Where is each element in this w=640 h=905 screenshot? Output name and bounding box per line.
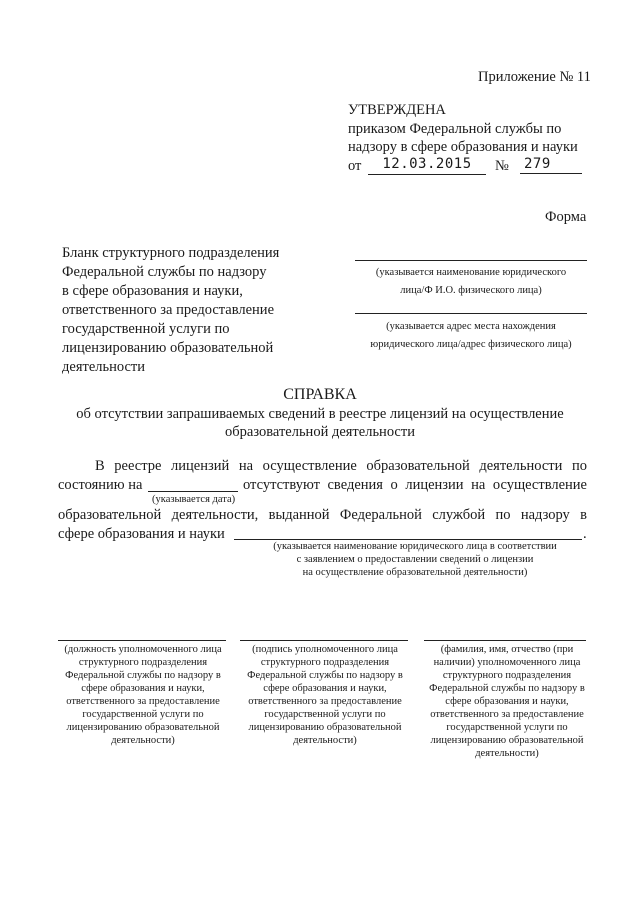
recipient-address-hint-2: юридического лица/адрес физического лица) [370,339,572,350]
recipient-name-hint-2: лица/Ф И.О. физического лица) [400,285,542,296]
signature-hint-line: деятельности) [293,735,357,746]
approved-from-label: от [348,158,362,174]
approved-number: 279 [524,156,551,172]
signature-col-fullname [418,643,596,760]
entity-hint-1: (указывается наименование юридического лица в соответствии [273,541,557,552]
document-subtitle-2: образовательной деятельности [225,424,415,440]
position-hint-line: лицензированию образовательной [66,722,220,733]
position-hint-line: деятельности) [111,735,175,746]
signature-col-signature [234,643,416,747]
signature-hint-line: структурного подразделения [260,657,390,668]
position-hint-line: Федеральной службы по надзору в [65,670,221,681]
body-line-1: В реестре лицензий на осуществление образовательной деятельности по [95,458,587,474]
fullname-hint-line: Федеральной службы по надзору в [429,683,585,694]
fullname-hint-line: деятельности) [475,748,539,759]
position-hint-line: государственной услуги по [82,709,204,720]
signature-hint-line: лицензированию образовательной [248,722,402,733]
approved-line-2: надзору в сфере образования и науки [348,139,578,155]
body-line-4-start: сфере образования и науки [58,526,225,542]
form-label: Форма [545,209,587,225]
blank-header-block [62,244,312,377]
recipient-name-hint-1: (указывается наименование юридического [375,267,567,278]
recipient-address-hint-1: (указывается адрес места нахождения [386,321,556,332]
blank-line: лицензированию образовательной [62,340,274,356]
position-hint-line: (должность уполномоченного лица [64,644,222,655]
blank-line: деятельности [62,359,146,375]
body-line-2-end: отсутствуют сведения о лицензии на осуществление [243,477,587,493]
blank-line: Бланк структурного подразделения [62,245,280,261]
signature-hint-line: Федеральной службы по надзору в [247,670,403,681]
approved-line-1: приказом Федеральной службы по [348,121,562,137]
fullname-hint-line: структурного подразделения [442,670,572,681]
document-subtitle-1: об отсутствии запрашиваемых сведений в реестре лицензий на осуществление [76,406,564,422]
date-blank-line [148,491,238,492]
blank-line: в сфере образования и науки, [62,283,243,299]
body-line-4-end: . [583,526,587,542]
entity-hint-2: с заявлением о предоставлении сведений о лицензии [296,554,534,565]
position-hint-line: структурного подразделения [78,657,208,668]
recipient-address-line [355,313,587,314]
date-hint: (указывается дата) [152,494,236,505]
entity-hint-3: на осуществление образовательной деятельности) [302,567,528,578]
signature-hint-line: (подпись уполномоченного лица [252,644,398,655]
fullname-hint-line: государственной услуги по [446,722,568,733]
approved-date: 12.03.2015 [382,156,472,172]
fullname-hint-line: сфере образования и науки, [445,696,569,707]
fullname-hint-line: лицензированию образовательной [430,735,584,746]
fullname-hint-line: наличии) уполномоченного лица [433,657,581,668]
document-title: СПРАВКА [283,386,357,403]
body-line-2-start: состоянию на [58,477,143,493]
signature-hint-line: сфере образования и науки, [263,683,387,694]
blank-line: государственной услуги по [62,321,230,337]
signature-hint-line: ответственного за предоставление [248,696,402,707]
blank-line: ответственного за предоставление [62,302,275,318]
fullname-hint-line: (фамилия, имя, отчество (при [440,644,574,655]
body-line-3: образовательной деятельности, выданной Федеральной службой по надзору в [58,507,587,523]
recipient-name-line [355,260,587,261]
approved-number-field [520,155,582,174]
position-line [58,640,226,641]
position-hint-line: сфере образования и науки, [81,683,205,694]
signature-line [240,640,408,641]
fullname-line [424,640,586,641]
signature-col-position [52,643,234,747]
approved-number-label: № [495,158,509,174]
fullname-hint-line: ответственного за предоставление [430,709,584,720]
position-hint-line: ответственного за предоставление [66,696,220,707]
blank-line: Федеральной службы по надзору [62,264,267,280]
approved-date-field [368,155,486,175]
approved-title: УТВЕРЖДЕНА [348,102,446,118]
signature-hint-line: государственной услуги по [264,709,386,720]
appendix-label: Приложение № 11 [478,69,591,85]
